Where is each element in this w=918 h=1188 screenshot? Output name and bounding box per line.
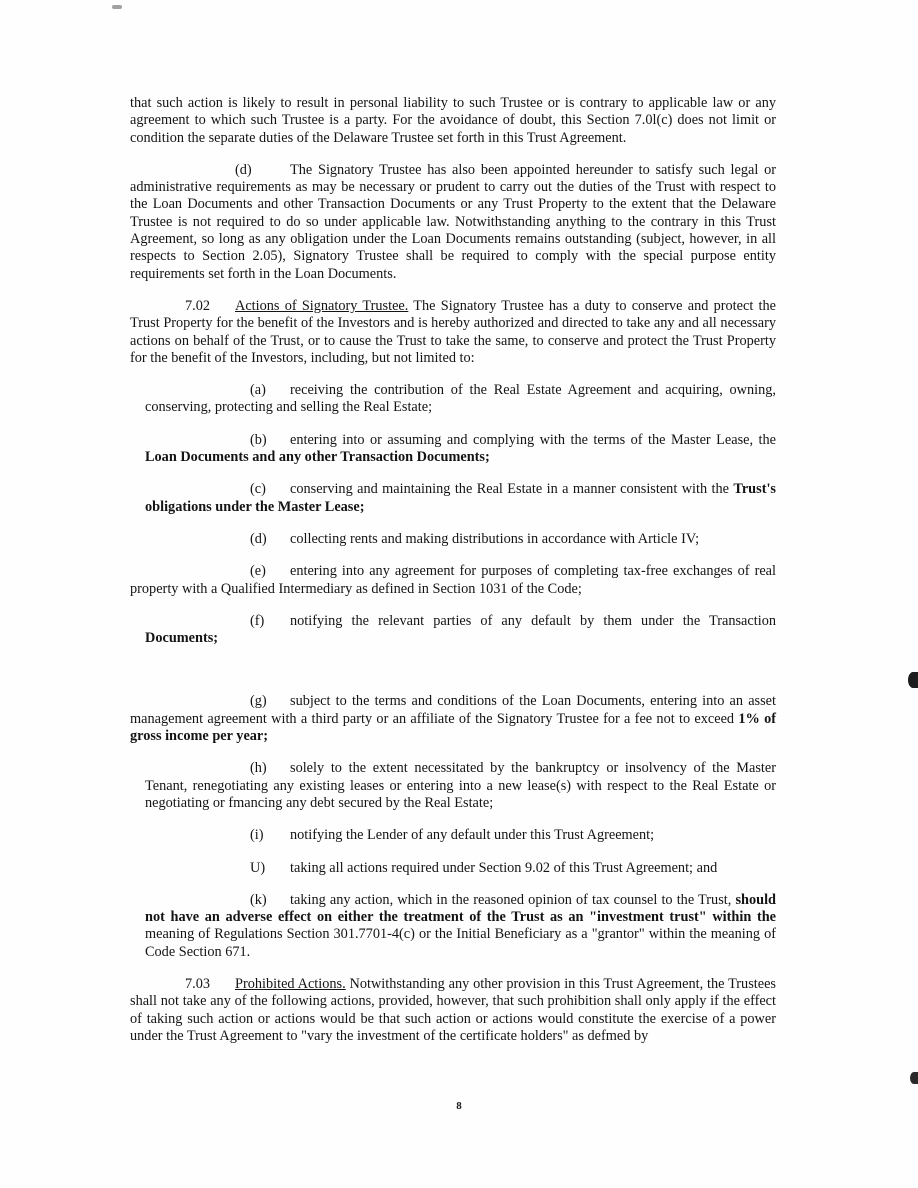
text-run: receiving the contribution of the Real Estate Agreement and acquiring, owning, conserving, protecting and selling the Real Estate; [145, 382, 776, 416]
document-text [130, 95, 776, 1060]
scan-artifact [910, 1072, 918, 1084]
paragraph-label: 7.03 [185, 975, 211, 992]
text-run: notifying the relevant parties of any default by them under the Transaction [290, 612, 776, 629]
text-run: Prohibited Actions. [235, 975, 346, 992]
text-run: Loan Documents and any other Transaction Documents; [145, 449, 490, 466]
text-run: meaning of Regulations Section 301.7701-4(c) or the Initial Beneficiary as a "grantor" within the meaning of Code Section 671. [145, 926, 776, 960]
item-d2 [130, 531, 776, 548]
text-run: Notwithstanding any other provision in this Trust Agreement, the Trustees shall not take any of the following actions, provided, however, that such prohibition shall only apply if the effect of taking such action or actions would be that such action or actions would constitute the exercise of a power under the Trust Agreement to "vary the investment of the certificate holders" as defmed by [130, 975, 776, 1044]
paragraph-label: (a) [250, 382, 266, 399]
item-e [130, 563, 776, 598]
paragraph-label: U) [250, 859, 266, 876]
text-run: conserving and maintaining the Real Estate in a manner consistent with the [290, 481, 734, 498]
text-run: entering into or assuming and complying with the terms of the Master Lease, the [290, 431, 776, 448]
text-run: notifying the Lender of any default under this Trust Agreement; [290, 827, 655, 844]
paragraph-label: (d) [250, 530, 267, 547]
text-run: 1% of gross income per year; [130, 710, 776, 745]
paragraph-label: (e) [250, 563, 266, 580]
item-i [130, 827, 776, 844]
item-c [130, 481, 776, 516]
paragraph-label: (c) [250, 481, 266, 498]
para-7-01-d [130, 162, 776, 283]
item-k [130, 892, 776, 961]
text-run: taking any action, which in the reasoned opinion of tax counsel to the Trust, [290, 891, 736, 908]
section-7-03 [130, 976, 776, 1045]
para-continuation [130, 95, 776, 147]
text-run: Documents; [145, 630, 219, 647]
text-run: The Signatory Trustee has a duty to conserve and protect the Trust Property for the benefit of the Investors and is hereby authorized and directed to take any and all necessary actions on behalf of the Trust, or to cause the Trust to take the same, to conserve and protect the Trust Property for the benefit of the Investors, including, but not limited to: [130, 297, 776, 366]
paragraph-label: (d) [235, 161, 252, 178]
text-run: subject to the terms and conditions of the Loan Documents, entering into an asset management agreement with a third party or an affiliate of the Signatory Trustee for a fee not to exceed [130, 693, 776, 727]
text-run: Actions of Signatory Trustee. [235, 297, 409, 314]
item-h [130, 760, 776, 812]
paragraph-label: 7.02 [185, 297, 211, 314]
text-run: entering into any agreement for purposes of completing tax-free exchanges of real property with a Qualified Intermediary as defined in Section 1031 of the Code; [130, 563, 776, 597]
paragraph-label: (k) [250, 891, 267, 908]
scan-artifact [908, 672, 918, 688]
item-g [130, 693, 776, 745]
text-run: should not have an adverse effect on either the treatment of the Trust as an "investment trust" within the [145, 891, 776, 926]
paragraph-label: (f) [250, 612, 265, 629]
item-b [130, 432, 776, 467]
text-run: solely to the extent necessitated by the bankruptcy or insolvency of the Master Tenant, renegotiating any existing leases or entering into a new lease(s) with respect to the Real Estate or negotiating or fmancing any debt secured by the Real Estate; [145, 760, 776, 811]
text-run: The Signatory Trustee has also been appointed hereunder to satisfy such legal or administrative requirements as may be necessary or prudent to carry out the duties of the Trust with respect to the Loan Documents and other Transaction Documents or any Trust Property to the extent that the Delaware Trustee is not required to do so under applicable law. Notwithstanding anything to the contrary in this Trust Agreement, so long as any obligation under the Loan Documents remains outstanding (subject, however, in all respects to Section 2.05), Signatory Trustee shall be required to comply with the special purpose entity requirements set forth in the Loan Documents. [130, 161, 776, 282]
scan-artifact [112, 5, 122, 9]
paragraph-label: (i) [250, 827, 264, 844]
text-run: collecting rents and making distributions in accordance with Article IV; [290, 530, 700, 547]
section-7-02 [130, 298, 776, 367]
text-run: Trust's obligations under the Master Lease; [145, 481, 776, 515]
item-a [130, 382, 776, 417]
paragraph-label: (b) [250, 431, 267, 448]
paragraph-label: (g) [250, 693, 267, 710]
item-f [130, 613, 776, 648]
item-j [130, 860, 776, 877]
text-run: that such action is likely to result in personal liability to such Trustee or is contrary to applicable law or any agreement to which such Trustee is a party. For the avoidance of doubt, this Section 7.0l(c) does not limit or condition the separate duties of the Delaware Trustee set forth in this Trust Agreement. [130, 95, 776, 146]
paragraph-label: (h) [250, 760, 267, 777]
page-number: 8 [456, 1100, 462, 1112]
text-run: taking all actions required under Section 9.02 of this Trust Agreement; and [290, 859, 718, 876]
